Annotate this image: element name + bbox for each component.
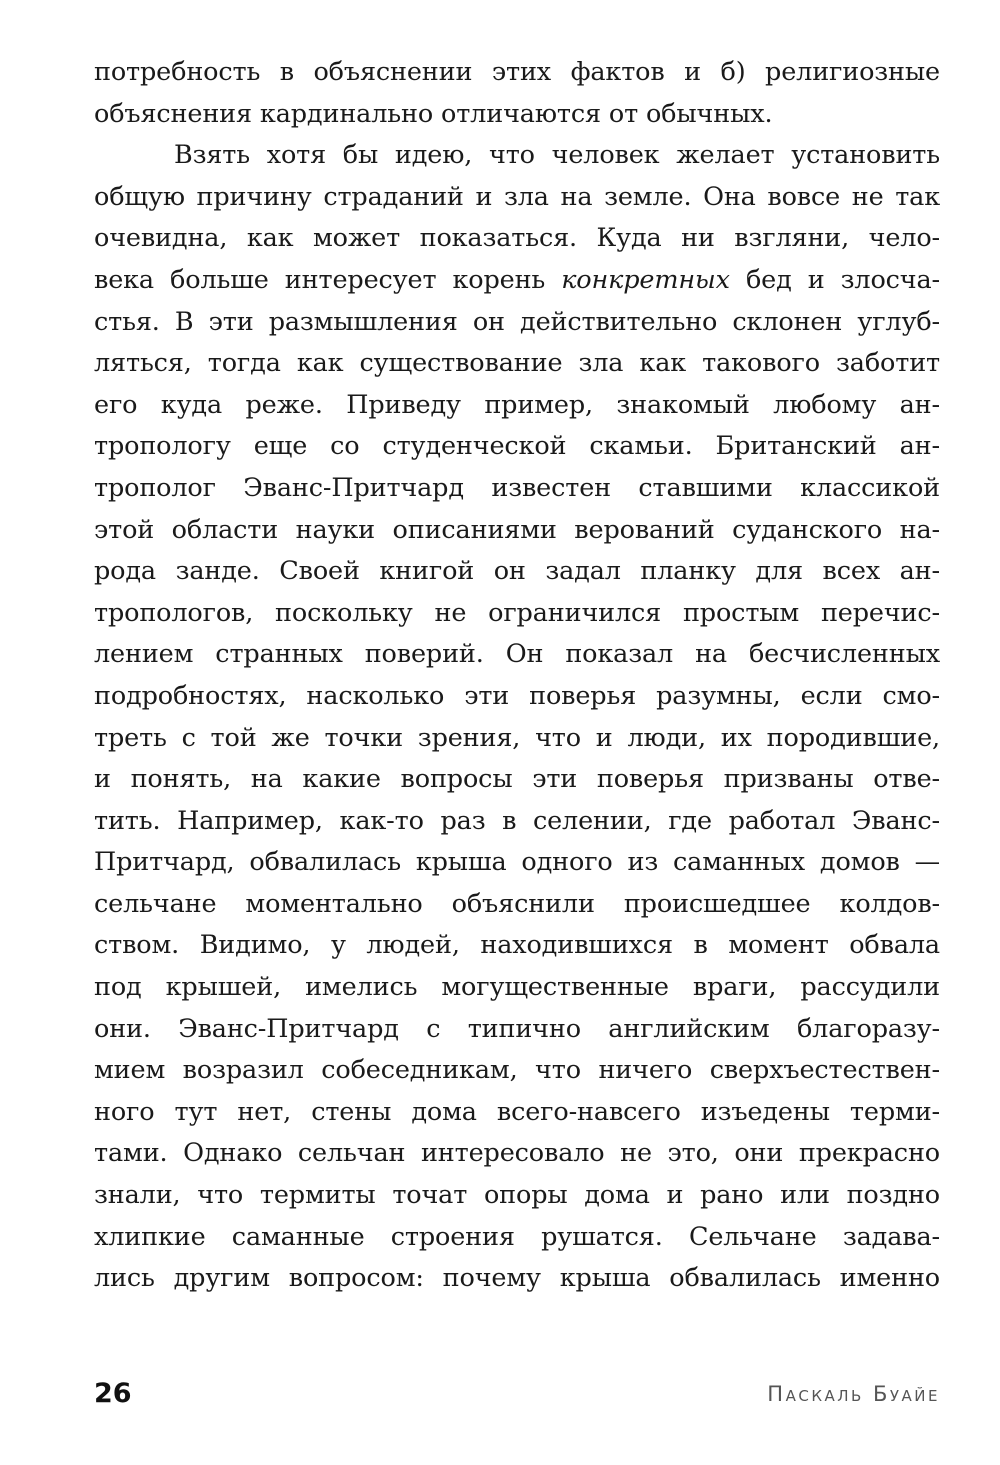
text-line: этой области науки описаниями верований суданского на-	[94, 514, 940, 545]
text-line: тить. Например, как-то раз в селении, где работал Эванс-	[94, 805, 940, 836]
text-line: стья. В эти размышления он действительно склонен углуб-	[94, 306, 940, 337]
text-line: его куда реже. Приведу пример, знакомый любому ан-	[94, 389, 940, 420]
emphasis: конкретных	[561, 264, 730, 295]
text-line: общую причину страданий и зла на земле. Она вовсе не так	[94, 181, 940, 212]
text-line: Взять хотя бы идею, что человек желает установить	[174, 140, 940, 171]
text-line: трополог Эванс-Притчард известен ставшими классикой	[94, 472, 940, 503]
text-line: тами. Однако сельчан интересовало не это, они прекрасно	[94, 1138, 940, 1169]
text-line: лением странных поверий. Он показал на бесчисленных	[94, 639, 940, 670]
text-line: потребность в объяснении этих фактов и б) религиозные	[94, 57, 940, 87]
page-footer	[94, 1372, 940, 1416]
text-line: под крышей, имелись могущественные враги, рассудили	[94, 972, 940, 1003]
text-line: объяснения кардинально отличаются от обычных.	[94, 98, 773, 129]
text-line: тропологу еще со студенческой скамьи. Британский ан-	[94, 431, 940, 462]
text-line: тропологов, поскольку не ограничился простым перечис-	[94, 597, 940, 628]
text-line: и понять, на какие вопросы эти поверья призваны отве-	[94, 764, 940, 795]
text-line: Притчард, обвалилась крыша одного из саманных домов —	[94, 847, 940, 878]
running-head: Паскаль Буайе	[767, 1382, 940, 1406]
text-line: очевидна, как может показаться. Куда ни взгляни, чело-	[94, 223, 940, 254]
text-line: подробностях, насколько эти поверья разумны, если смо-	[94, 680, 940, 711]
text-line: ляться, тогда как существование зла как такового заботит	[94, 348, 940, 379]
text-line: знали, что термиты точат опоры дома и рано или поздно	[94, 1180, 940, 1211]
text-line: лись другим вопросом: почему крыша обвалилась именно	[94, 1263, 940, 1294]
text-line: ством. Видимо, у людей, находившихся в момент обвала	[94, 930, 940, 961]
text-line: сельчане моментально объяснили происшедшее колдов-	[94, 888, 940, 919]
text-line: они. Эванс-Притчард с типично английским благоразу-	[94, 1013, 940, 1044]
text-line: ного тут нет, стены дома всего-навсего изъедены терми-	[94, 1096, 940, 1127]
text-line: века больше интересует корень конкретных бед и злосча-	[94, 264, 941, 295]
page-number: 26	[94, 1378, 132, 1409]
body-text	[94, 52, 940, 1300]
text-line: рода занде. Своей книгой он задал планку для всех ан-	[94, 556, 940, 587]
text-line: мием возразил собеседникам, что ничего сверхъестествен-	[94, 1055, 940, 1086]
text-line: хлипкие саманные строения рушатся. Сельчане задава-	[94, 1221, 940, 1252]
text-line: треть с той же точки зрения, что и люди, их породившие,	[94, 722, 940, 753]
